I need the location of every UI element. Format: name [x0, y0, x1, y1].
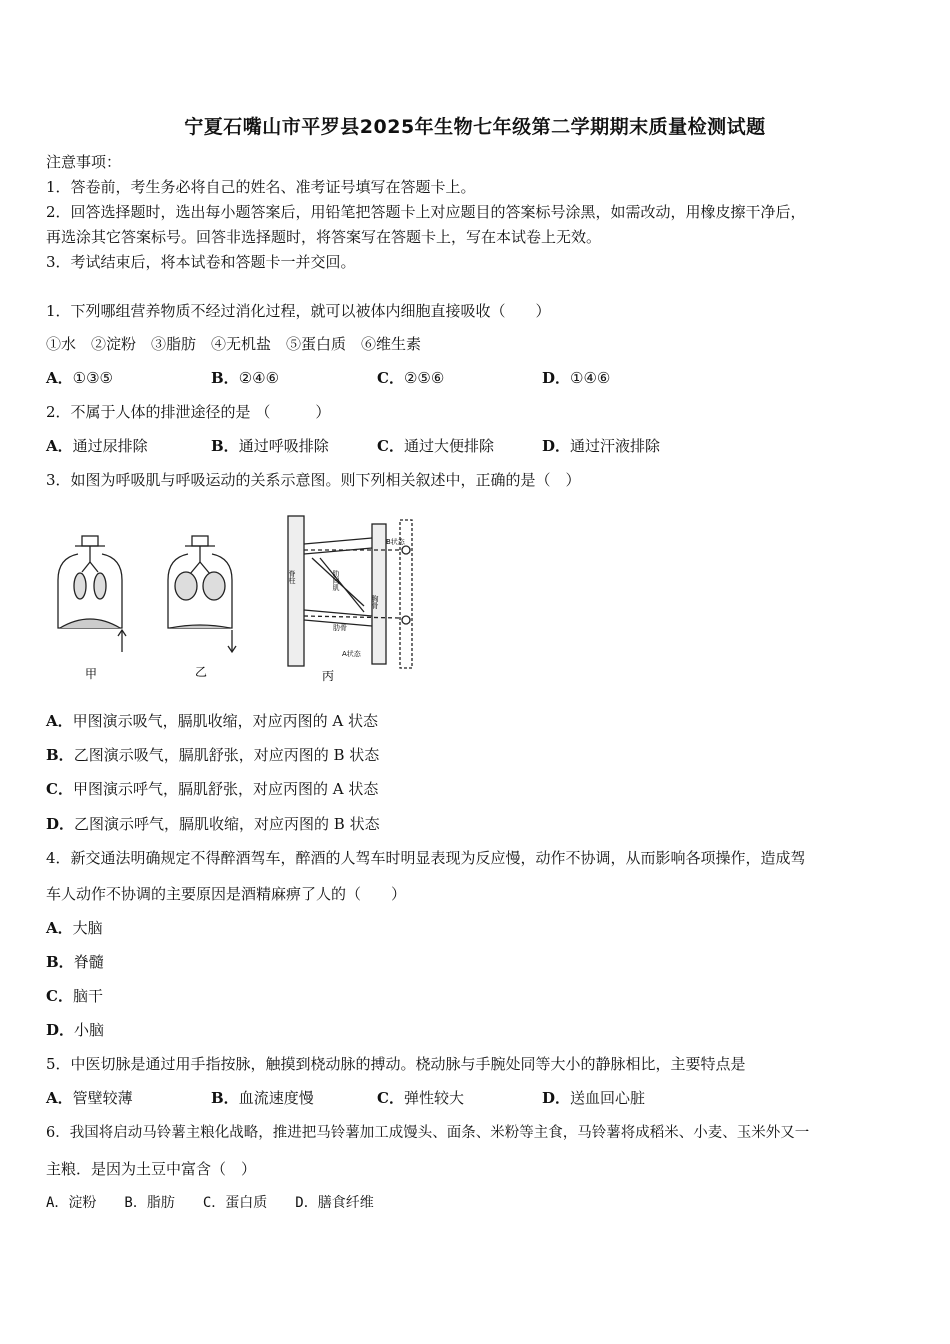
q3-option-c: [46, 779, 378, 799]
q1-option-a: [46, 368, 113, 388]
option-text: 脑干: [72, 987, 103, 1005]
option-text: 乙图演示呼气，膈肌收缩，对应丙图的 B 状态: [74, 815, 380, 833]
q3-option-a: [46, 711, 378, 731]
option-letter: D．: [542, 437, 571, 455]
option-text: 弹性较大: [403, 1089, 464, 1107]
label-muscle: 肋间肌: [332, 570, 340, 591]
option-text: 甲图演示吸气，膈肌收缩，对应丙图的 A 状态: [72, 712, 379, 730]
option-text: 小脑: [74, 1021, 105, 1039]
label-spine: 脊柱: [288, 570, 296, 584]
note-2a: 2．回答选择题时，选出每小题答案后，用铅笔把答题卡上对应题目的答案标号涂黑，如需改动，用橡皮擦干净后，: [46, 203, 806, 221]
label-a-state: A状态: [342, 650, 361, 658]
option-text: 甲图演示呼气，膈肌舒张，对应丙图的 A 状态: [72, 780, 379, 798]
q4-option-d: [46, 1020, 104, 1040]
q5-option-a: [46, 1088, 133, 1108]
option-text: 通过呼吸排除: [238, 437, 329, 455]
option-letter: D．: [542, 369, 571, 387]
q2-option-d: [542, 436, 660, 456]
q4-option-a: [46, 918, 103, 938]
q5-stem: 5．中医切脉是通过用手指按脉，触摸到桡动脉的搏动。桡动脉与手腕处同等大小的静脉相比，主要特点是: [46, 1055, 746, 1073]
note-1: 1．答卷前，考生务必将自己的姓名、准考证号填写在答题卡上。: [46, 178, 476, 196]
option-text: 管壁较薄: [72, 1089, 133, 1107]
q3-option-b: [46, 745, 379, 765]
option-text: 通过汗液排除: [570, 437, 661, 455]
label-jia: 甲: [85, 667, 98, 681]
label-sternum: 胸骨: [371, 595, 379, 609]
q4-stem-a: 4．新交通法明确规定不得醉酒驾车，醉酒的人驾车时明显表现为反应慢，动作不协调，从而影响各项操作，造成驾: [46, 849, 806, 867]
respiration-diagram: [50, 510, 430, 685]
option-letter: B．: [211, 1089, 239, 1107]
option-letter: C．: [46, 780, 73, 798]
option-letter: C．: [377, 437, 404, 455]
label-bing: 丙: [322, 669, 335, 683]
q1-option-c: [377, 368, 444, 388]
option-text: 送血回心脏: [570, 1089, 646, 1107]
option-letter: B．: [211, 369, 239, 387]
option-letter: B．: [211, 437, 239, 455]
option-text: 通过大便排除: [403, 437, 494, 455]
option-text: ②④⑥: [238, 369, 280, 387]
label-yi: 乙: [195, 665, 208, 679]
q1-option-d: [542, 368, 610, 388]
q1-items: ①水 ②淀粉 ③脂肪 ④无机盐 ⑤蛋白质 ⑥维生素: [46, 335, 422, 353]
label-rib: 肋骨: [333, 624, 347, 632]
option-letter: B．: [46, 953, 74, 971]
option-text: 大脑: [72, 919, 103, 937]
exam-title: 宁夏石嘴山市平罗县2025年生物七年级第二学期期末质量检测试题: [184, 116, 766, 138]
option-letter: C．: [377, 1089, 404, 1107]
q6-stem-b: 主粮．是因为土豆中富含（ ）: [46, 1160, 257, 1178]
q5-option-b: [211, 1088, 314, 1108]
option-letter: A．: [46, 712, 73, 730]
q2-option-c: [377, 436, 494, 456]
note-2b: 再选涂其它答案标号。回答非选择题时，将答案写在答题卡上，写在本试卷上无效。: [46, 228, 602, 246]
q6-options: A．淀粉 B．脂肪 C．蛋白质 D．膳食纤维: [46, 1195, 374, 1211]
q1-option-b: [211, 368, 279, 388]
q3-stem: 3．如图为呼吸肌与呼吸运动的关系示意图。则下列相关叙述中，正确的是（ ）: [46, 471, 581, 489]
q2-option-b: [211, 436, 329, 456]
q5-option-c: [377, 1088, 464, 1108]
option-letter: D．: [542, 1089, 571, 1107]
label-b-state: B状态: [386, 538, 405, 546]
q4-option-b: [46, 952, 104, 972]
notes-heading: 注意事项：: [46, 153, 122, 171]
option-letter: A．: [46, 369, 73, 387]
option-text: ①④⑥: [570, 369, 611, 387]
option-letter: C．: [377, 369, 404, 387]
option-letter: D．: [46, 815, 75, 833]
option-text: ②⑤⑥: [403, 369, 445, 387]
q2-option-a: [46, 436, 148, 456]
q3-option-d: [46, 814, 380, 834]
option-letter: C．: [46, 987, 73, 1005]
q4-option-c: [46, 986, 103, 1006]
option-letter: A．: [46, 919, 73, 937]
option-letter: A．: [46, 437, 73, 455]
option-letter: D．: [46, 1021, 75, 1039]
q6-stem-a: 6．我国将启动马铃薯主粮化战略，推进把马铃薯加工成馒头、面条、米粉等主食，马铃薯将成稻米、小麦、玉米外又一: [46, 1125, 810, 1141]
note-3: 3．考试结束后，将本试卷和答题卡一并交回。: [46, 253, 356, 271]
option-text: 脊髓: [73, 953, 104, 971]
option-text: 乙图演示吸气，膈肌舒张，对应丙图的 B 状态: [73, 746, 380, 764]
option-text: ①③⑤: [72, 369, 113, 387]
option-text: 通过尿排除: [72, 437, 148, 455]
q1-stem: 1．下列哪组营养物质不经过消化过程，就可以被体内细胞直接吸收（ ）: [46, 302, 551, 320]
bell-jar-jia: [58, 536, 126, 652]
q2-stem: 2．不属于人体的排泄途径的是 （ ）: [46, 403, 331, 421]
option-text: 血流速度慢: [238, 1089, 314, 1107]
q4-stem-b: 车人动作不协调的主要原因是酒精麻痹了人的（ ）: [46, 885, 407, 903]
option-letter: B．: [46, 746, 74, 764]
bell-jar-yi: [168, 536, 236, 652]
option-letter: A．: [46, 1089, 73, 1107]
q5-option-d: [542, 1088, 645, 1108]
